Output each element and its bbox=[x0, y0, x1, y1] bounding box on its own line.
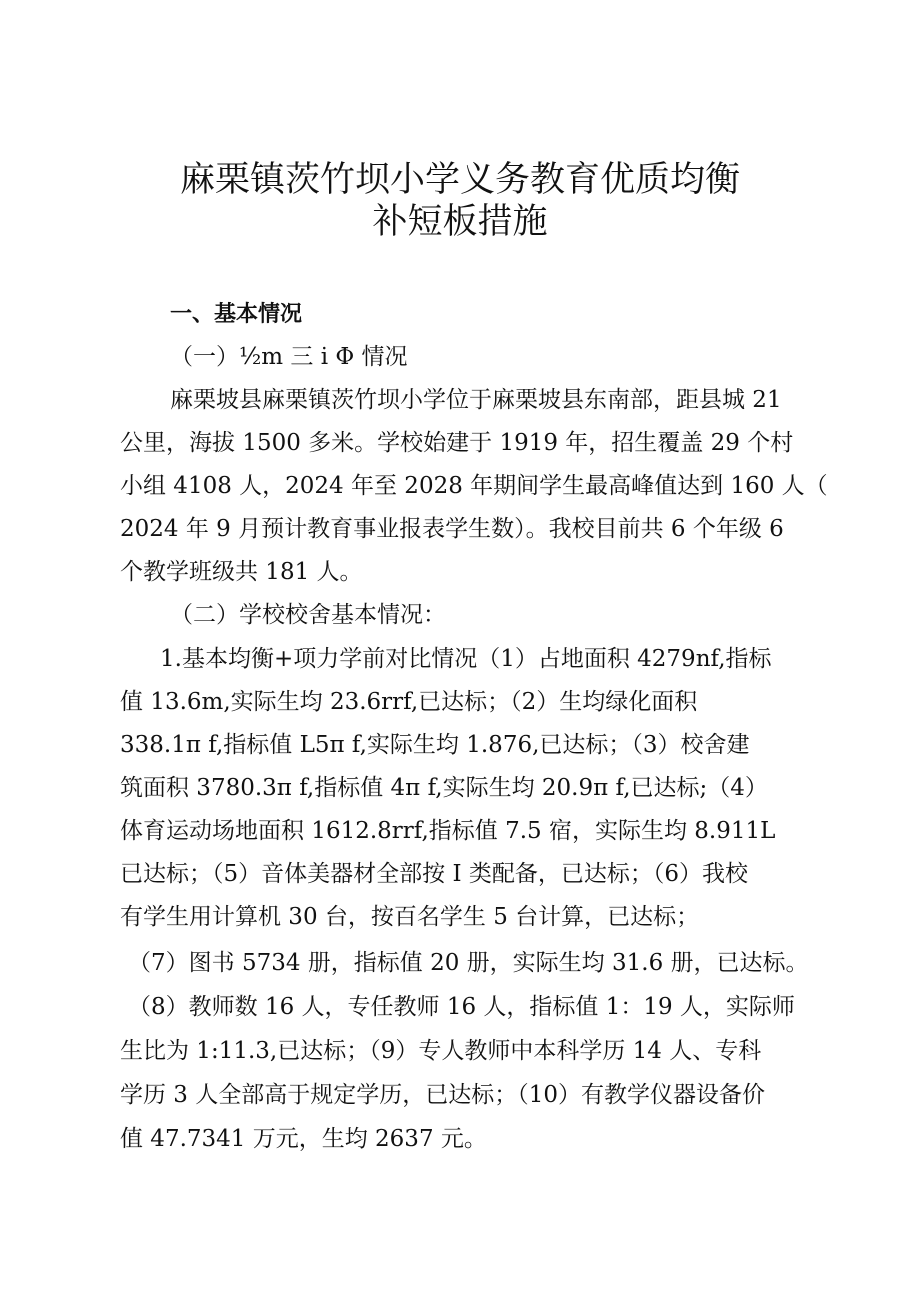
paragraph-1-line: 个教学班级共 181 人。 bbox=[120, 559, 363, 585]
paragraph-2-line: 有学生用计算机 30 台，按百名学生 5 台计算，已达标； bbox=[120, 904, 700, 930]
subsection-heading-1: （一）½m 三 i Φ 情况 bbox=[170, 344, 408, 370]
paragraph-1-line: 麻栗坡县麻栗镇茨竹坝小学位于麻栗坡县东南部，距县城 21 bbox=[170, 387, 782, 413]
subsection-heading-2: （二）学校校舍基本情况： bbox=[170, 602, 446, 628]
paragraph-2-line: 已达标；（5）音体美器材全部按 I 类配备，已达标；（6）我校 bbox=[120, 861, 748, 887]
paragraph-2-line: （7）图书 5734 册，指标值 20 册，实际生均 31.6 册，已达标。 bbox=[128, 950, 809, 976]
paragraph-2-line: 338.1π f,指标值 L5π f,实际生均 1.876,已达标；（3）校舍建 bbox=[120, 732, 750, 758]
paragraph-2-line: （8）教师数 16 人，专任教师 16 人，指标值 1：19 人，实际师 bbox=[128, 994, 795, 1020]
paragraph-2-line: 值 47.7341 万元，生均 2637 元。 bbox=[120, 1126, 487, 1152]
paragraph-2-line: 值 13.6m,实际生均 23.6rrf,已达标；（2）生均绿化面积 bbox=[120, 689, 698, 715]
paragraph-2-line: 生比为 1:11.3,已达标；（9）专人教师中本科学历 14 人、专科 bbox=[120, 1038, 762, 1064]
paragraph-2-line: 学历 3 人全部高于规定学历，已达标；（10）有教学仪器设备价 bbox=[120, 1082, 766, 1108]
document-title-line-2: 补短板措施 bbox=[372, 202, 548, 242]
section-heading-basic-info: 一、基本情况 bbox=[170, 302, 303, 327]
paragraph-1-line: 公里，海拔 1500 多米。学校始建于 1919 年，招生覆盖 29 个村 bbox=[120, 430, 794, 456]
paragraph-2-line: 1.基本均衡+项力学前对比情况（1）占地面积 4279nf,指标 bbox=[160, 646, 772, 672]
paragraph-1-line: 小组 4108 人，2024 年至 2028 年期间学生最高峰值达到 160 人（ bbox=[120, 473, 828, 499]
paragraph-2-line: 体育运动场地面积 1612.8rrf,指标值 7.5 宿，实际生均 8.911L bbox=[120, 818, 776, 844]
paragraph-1-line: 2024 年 9 月预计教育事业报表学生数）。我校目前共 6 个年级 6 bbox=[120, 516, 784, 542]
paragraph-2-line: 筑面积 3780.3π f,指标值 4π f,实际生均 20.9π f,已达标;（4） bbox=[120, 775, 768, 801]
document-title-line-1: 麻栗镇茨竹坝小学义务教育优质均衡 bbox=[179, 160, 740, 200]
